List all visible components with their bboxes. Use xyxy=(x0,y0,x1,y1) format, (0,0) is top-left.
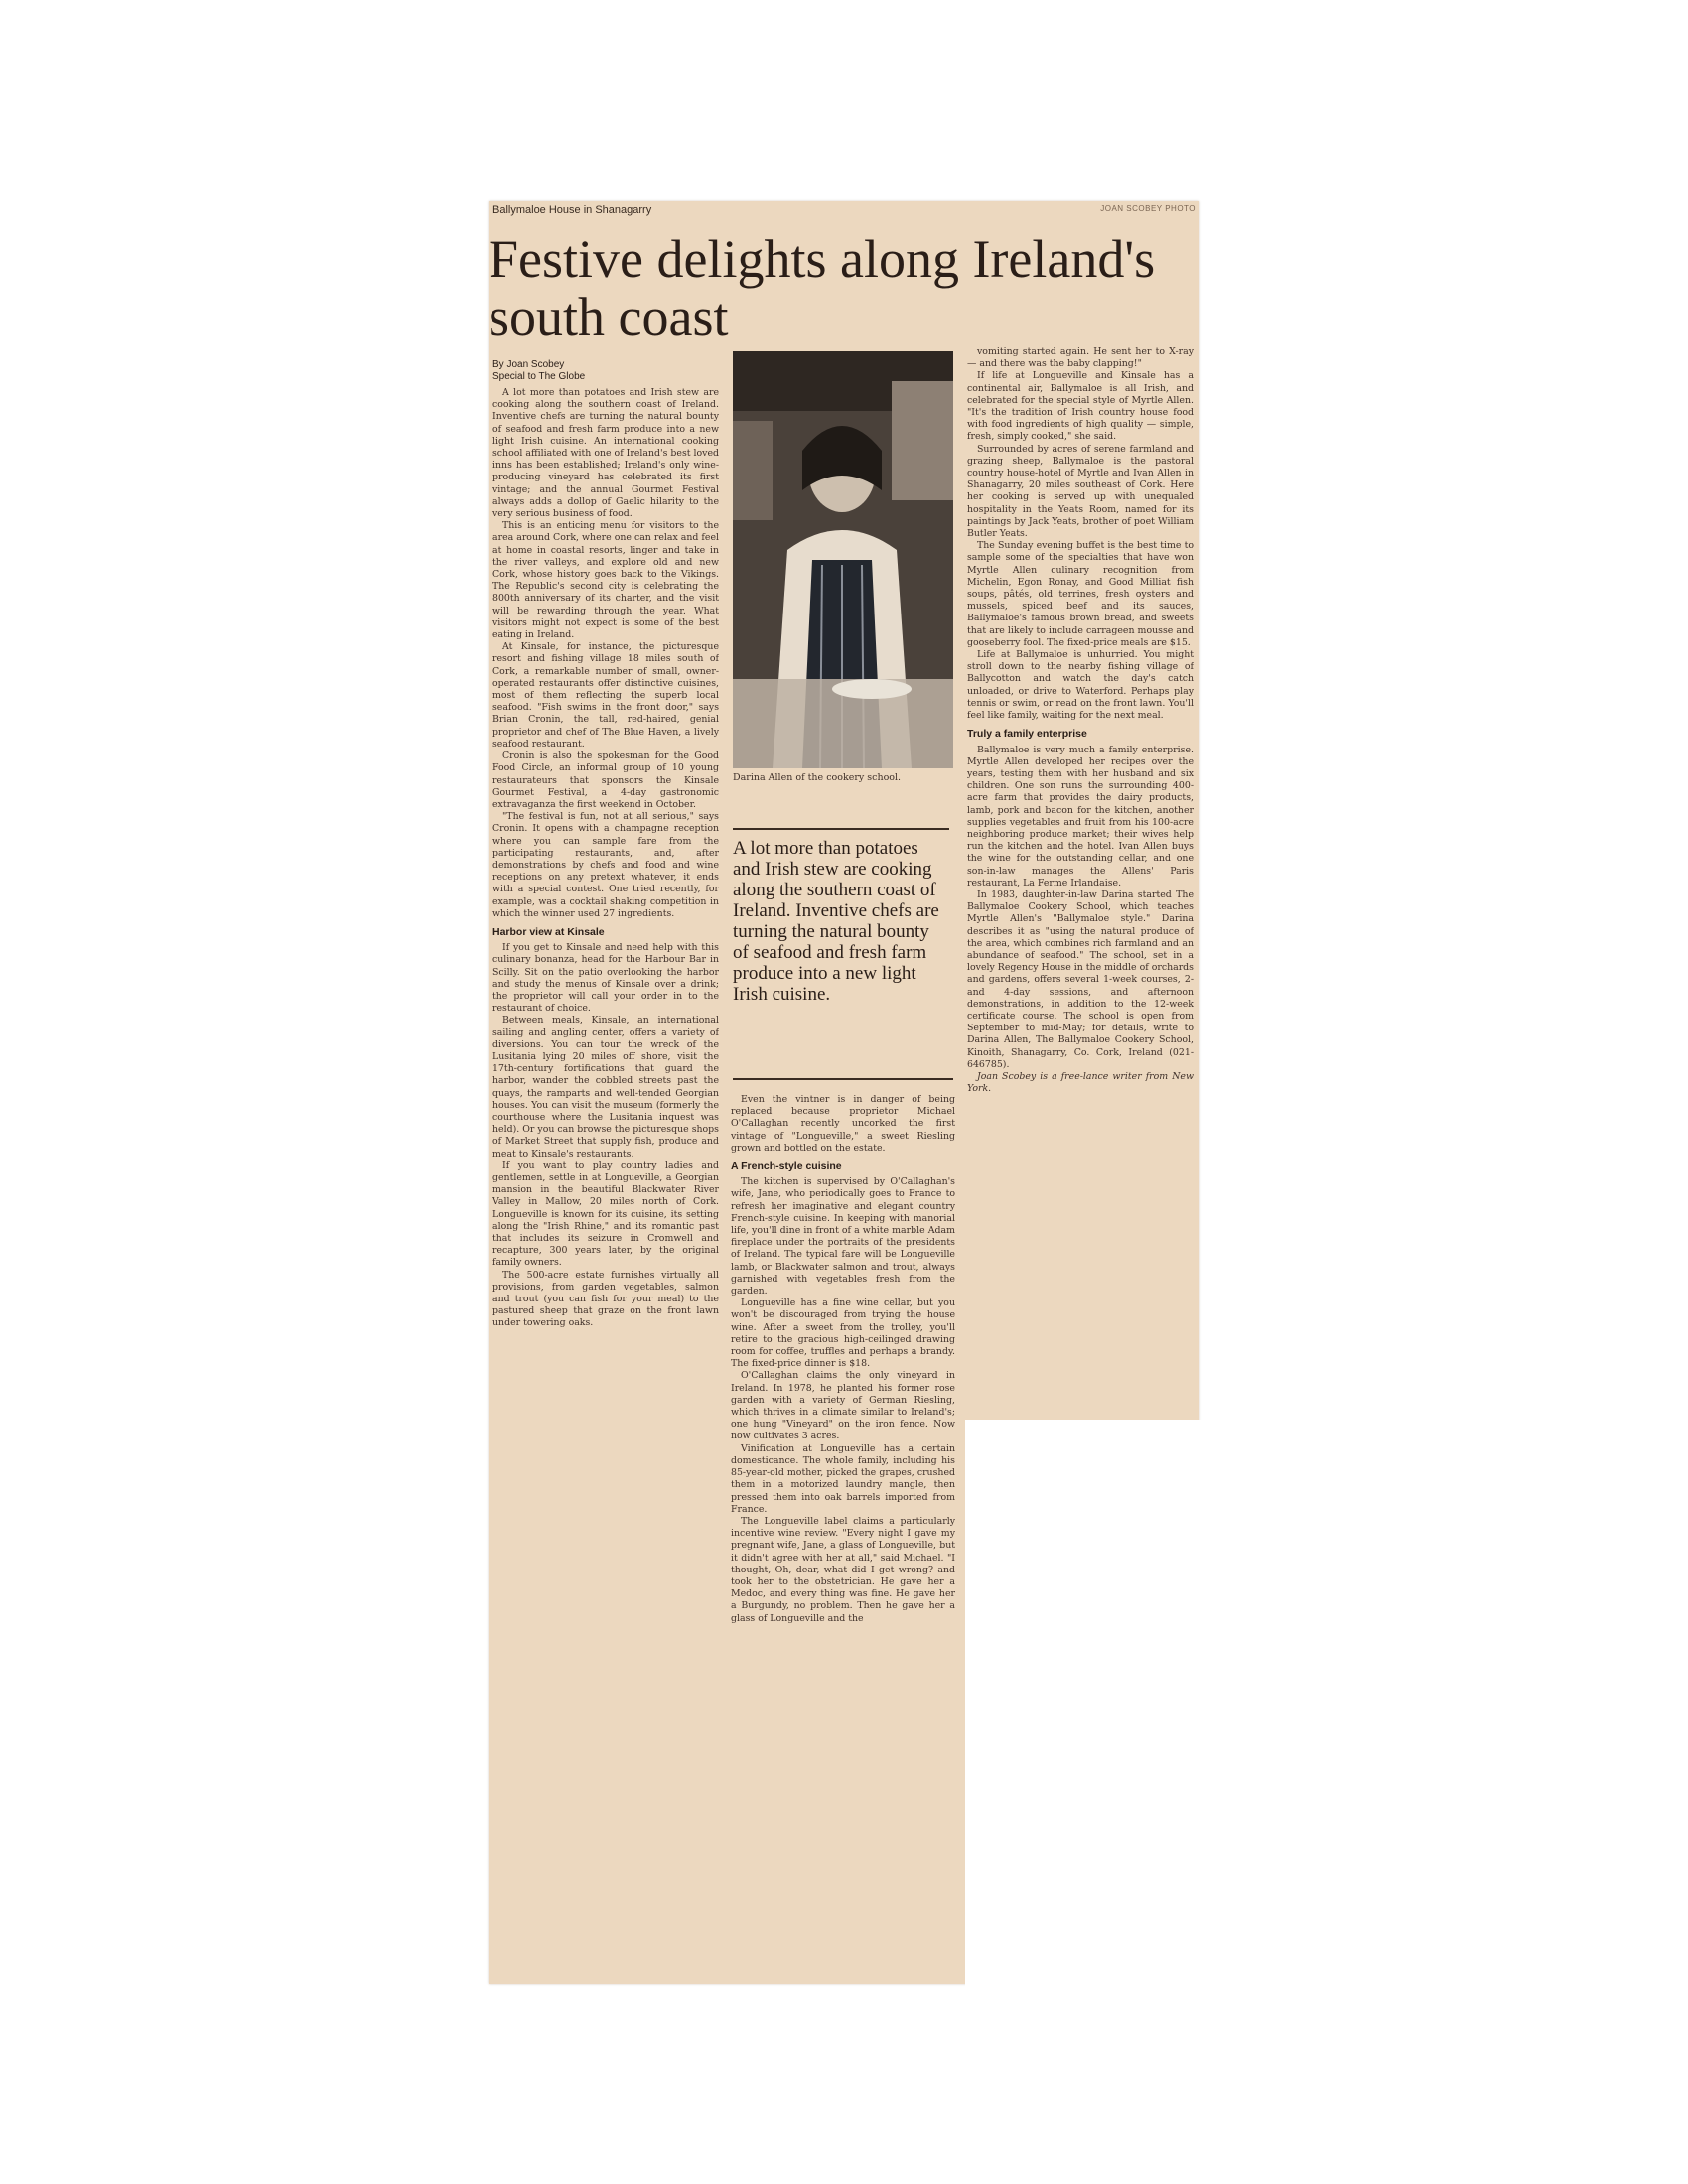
clipping-topline xyxy=(489,201,1199,222)
paragraph: If you want to play country ladies and gentlemen, settle in at Longueville, a Georgian mansion in the beautiful Blackwater River Valley in Mallow, 20 miles north of Cork. Longueville is known for its cuisine, its setting along the "Irish Rhine," and its romantic past that includes its seizure in Cromwell and recapture, 300 years later, by the original family owners. xyxy=(492,1160,719,1269)
paragraph: Even the vintner is in danger of being replaced because proprietor Michael O'Callaghan recently uncorked the first vintage of "Longueville," a sweet Riesling grown and bottled on the estate. xyxy=(731,1094,955,1154)
paragraph: In 1983, daughter-in-law Darina started The Ballymaloe Cookery School, which teaches Myrtle Allen's "Ballymaloe style." Darina describes it as "using the natural produce of the area, which combines rich farmland and an abundance of seafood." The school, set in a lovely Regency House in the middle of orchards and gardens, offers several 1-week courses, 2- and 4-day sessions, and afternoon demonstrations, in addition to the 12-week certificate course. The school is open from September to mid-May; for details, write to Darina Allen, The Ballymaloe Cookery School, Kinoith, Shanagarry, Co. Cork, Ireland (021-646785). xyxy=(967,888,1194,1070)
subheading-family-enterprise: Truly a family enterprise xyxy=(967,728,1087,741)
paragraph: This is an enticing menu for visitors to the area around Cork, where one can relax and feel at home in coastal resorts, linger and take in the river valleys, and explore old and new Cork, whose history goes back to the Vikings. The Republic's second city is celebrating the 800th anniversary of its charter, and the visit will be rewarding through the year. What visitors might not expect is some of the best eating in Ireland. xyxy=(492,520,719,641)
top-photo-caption: Ballymaloe House in Shanagarry xyxy=(492,205,652,216)
paragraph: The 500-acre estate furnishes virtually all provisions, from garden vegetables, salmon and trout (you can fish for your meal) to the pastured sheep that graze on the front lawn under towering oaks. xyxy=(492,1269,719,1329)
photo-image xyxy=(733,351,953,768)
subheading-harbor-view: Harbor view at Kinsale xyxy=(492,925,605,938)
byline-name: By Joan Scobey xyxy=(492,359,565,370)
photo-credit: JOAN SCOBEY PHOTO xyxy=(1100,205,1196,213)
paragraph: Between meals, Kinsale, an international sailing and angling center, offers a variety of diversions. You can tour the wreck of the Lusitania lying 20 miles off shore, visit the 17th-century fortifications that guard the harbor, wander the cobbled streets past the quays, the ramparts and well-tended Georgian houses. You can visit the museum (formerly the courthouse where the Lusitania inquest was held). Or you can browse the picturesque shops of Market Street that supply fish, produce and meat to Kinsale's restaurants. xyxy=(492,1015,719,1160)
author-signoff: Joan Scobey is a free-lance writer from New York. xyxy=(967,1070,1194,1095)
article-column-2 xyxy=(731,1094,955,1978)
pull-quote: A lot more than potatoes and Irish stew are cooking along the southern coast of Ireland. Inventive chefs are turning the natural bounty of seafood and fresh farm produce into a new light Irish cuisine. xyxy=(733,828,949,1005)
paragraph: O'Callaghan claims the only vineyard in Ireland. In 1978, he planted his former rose garden with a variety of German Riesling, which thrives in a climate similar to Ireland's; one hung "Vineyard" on the iron fence. Now now cultivates 3 acres. xyxy=(731,1370,955,1442)
byline-role: Special to The Globe xyxy=(492,371,586,382)
byline xyxy=(492,359,719,383)
paragraph: At Kinsale, for instance, the picturesque resort and fishing village 18 miles south of Cork, a remarkable number of small, owner-operated restaurants offer distinctive cuisines, most of them reflecting the superb local seafood. "Fish swims in the front door," says Brian Cronin, the tall, red-haired, genial proprietor and chef of The Blue Haven, a lively seafood restaurant. xyxy=(492,641,719,750)
paragraph: A lot more than potatoes and Irish stew are cooking along the southern coast of Ireland. Inventive chefs are turning the natural bounty of seafood and fresh farm produce into a new light Irish cuisine. An international cooking school affiliated with one of Ireland's best loved inns has been established; Ireland's only wine-producing vineyard has celebrated its first vintage; and the annual Gourmet Festival always adds a dollop of Gaelic hilarity to the very serious business of food. xyxy=(492,387,719,520)
paragraph: Vinification at Longueville has a certain domesticance. The whole family, including his 85-year-old mother, picked the grapes, crushed them in a motorized laundry mangle, then pressed them into oak barrels imported from France. xyxy=(731,1442,955,1515)
paragraph: Ballymaloe is very much a family enterprise. Myrtle Allen developed her recipes over the years, testing them with her husband and six children. One son runs the surrounding 400-acre farm that provides the dairy products, lamb, pork and bacon for the kitchen, another supplies vegetables and fruit from his 100-acre neighboring produce market; their wives help run the kitchen and the hotel. Ivan Allen buys the wine for the outstanding cellar, and one son-in-law manages the Allens' Paris restaurant, La Ferme Irlandaise. xyxy=(967,744,1194,888)
pull-quote-rule xyxy=(733,1078,953,1080)
paragraph: Life at Ballymaloe is unhurried. You might stroll down to the nearby fishing village of Ballycotton and watch the day's catch unloaded, or drive to Waterford. Perhaps play tennis or swim, or read on the front lawn. You'll feel like family, waiting for the next meal. xyxy=(967,649,1194,722)
paragraph: The Sunday evening buffet is the best time to sample some of the specialties that have won Myrtle Allen culinary recognition from Michelin, Egon Ronay, and Good Milliat fish soups, pâtés, old terrines, fresh oysters and mussels, spiced beef and its sauces, Ballymaloe's famous brown bread, and sweets that are likely to include carrageen mousse and gooseberry fool. The fixed-price meals are $15. xyxy=(967,540,1194,648)
paragraph: Cronin is also the spokesman for the Good Food Circle, an informal group of 10 young restaurateurs that sponsors the Kinsale Gourmet Festival, a 4-day gastronomic extravaganza the first weekend in October. xyxy=(492,751,719,810)
clipping-cutout-area xyxy=(965,1420,1203,1990)
paragraph: The kitchen is supervised by O'Callaghan's wife, Jane, who periodically goes to France to refresh her imaginative and elegant country French-style cuisine. In keeping with manorial life, you'll dine in front of a white marble Adam fireplace under the portraits of the presidents of Ireland. The typical fare will be Longueville lamb, or Blackwater salmon and trout, always garnished with vegetables fresh from the garden. xyxy=(731,1176,955,1297)
article-column-3 xyxy=(967,346,1194,1414)
headline: Festive delights along Ireland's south coast xyxy=(489,229,1156,346)
paragraph: vomiting started again. He sent her to X-ray — and there was the baby clapping!" xyxy=(967,346,1194,370)
paragraph: If you get to Kinsale and need help with this culinary bonanza, head for the Harbour Bar in Scilly. Sit on the patio overlooking the harbor and study the menus of Kinsale over a drink; the proprietor will call your order in to the restaurant of choice. xyxy=(492,942,719,1015)
paragraph: If life at Longueville and Kinsale has a continental air, Ballymaloe is all Irish, and celebrated for the special style of Myrtle Allen. "It's the tradition of Irish country house food with food ingredients of high quality — simple, fresh, simply cooked," she said. xyxy=(967,370,1194,443)
photo-caption: Darina Allen of the cookery school. xyxy=(733,772,902,783)
paragraph: Longueville has a fine wine cellar, but you won't be discouraged from trying the house wine. After a sweet from the trolley, you'll retire to the gracious high-ceilinged drawing room for coffee, truffles and perhaps a brandy. The fixed-price dinner is $18. xyxy=(731,1297,955,1370)
paragraph: Surrounded by acres of serene farmland and grazing sheep, Ballymaloe is the pastoral country house-hotel of Myrtle and Ivan Allen in Shanagarry, 20 miles southeast of Cork. Here her cooking is served up with unequaled hospitality in the Yeats Room, named for its paintings by Jack Yeats, brother of poet William Butler Yeats. xyxy=(967,443,1194,540)
article-column-1 xyxy=(492,359,719,1978)
subheading-french-cuisine: A French-style cuisine xyxy=(731,1160,842,1173)
paragraph: The Longueville label claims a particularly incentive wine review. "Every night I gave my pregnant wife, Jane, a glass of Longueville, but it didn't agree with her at all," said Michael. "I thought, Oh, dear, what did I get wrong? and took her to the obstetrician. He gave her a Medoc, and every thing was fine. He gave her a Burgundy, no problem. Then he gave her a glass of Longueville and the xyxy=(731,1515,955,1624)
paragraph: "The festival is fun, not at all serious," says Cronin. It opens with a champagne reception where you can sample fare from the participating restaurants, and, after demonstrations by chefs and food and wine receptions on any pretext whatever, it ends with a special contest. One tried recently, for example, was a cocktail shaking competition in which the winner used 27 ingredients. xyxy=(492,811,719,919)
photo-darina-allen xyxy=(733,351,953,768)
